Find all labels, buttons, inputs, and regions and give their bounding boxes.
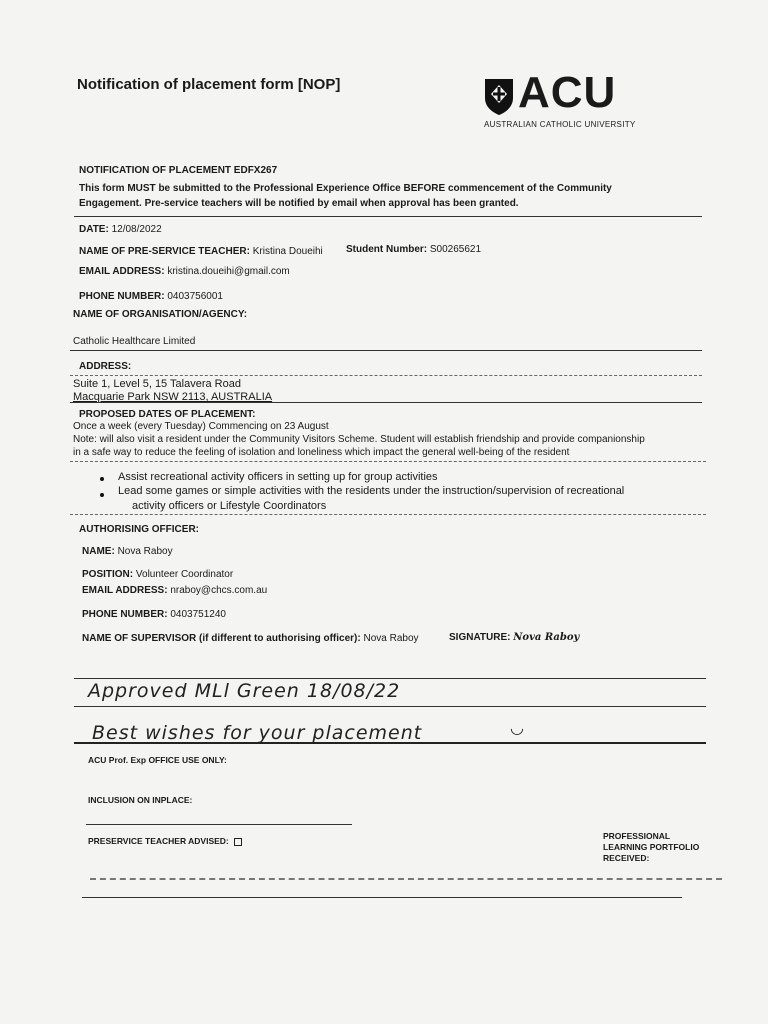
phone-row [79,291,223,302]
org-label: NAME OF ORGANISATION/AGENCY: [73,309,248,320]
acu-logo [484,68,644,134]
address-line-2: Macquarie Park NSW 2113, AUSTRALIA [73,391,273,403]
handwritten-wishes: Best wishes for your placement [92,722,423,744]
position-label: POSITION: [82,569,134,580]
phone-value: 0403756001 [167,291,223,302]
student-number-value: S00265621 [429,244,482,255]
student-number-row [346,244,481,255]
intro-line-2: Engagement. Pre-service teachers will be notified by email when approval has been granted. [79,198,519,209]
auth-name-value: Nova Raboy [117,546,173,557]
logo-text: ACU [518,68,617,117]
auth-email-row [82,585,267,596]
dates-line-2: Note: will also visit a resident under the Community Visitors Scheme. Student will establish friendship and provide companionship [73,434,645,445]
auth-phone-value: 0403751240 [170,609,226,620]
student-number-label: Student Number: [346,244,428,255]
position-row [82,569,233,580]
date-row [79,224,162,235]
dates-line-3: in a safe way to reduce the feeling of isolation and loneliness which impact the general well-being of the resident [73,447,570,458]
portfolio-block [603,831,699,864]
shield-cross-icon [484,78,514,116]
bullet-dot [100,493,104,497]
teacher-label: NAME OF PRE-SERVICE TEACHER: [79,246,250,257]
address-label: ADDRESS: [79,361,132,372]
dates-line-1: Once a week (every Tuesday) Commencing on 23 August [73,421,329,432]
dates-label: PROPOSED DATES OF PLACEMENT: [79,409,256,420]
date-value: 12/08/2022 [111,224,162,235]
auth-name-row [82,546,173,557]
auth-phone-row [82,609,226,620]
auth-email-label: EMAIL ADDRESS: [82,585,168,596]
auth-name-label: NAME: [82,546,115,557]
email-value: kristina.doueihi@gmail.com [167,266,290,277]
advised-label: PRESERVICE TEACHER ADVISED: [88,836,229,846]
signature-label: SIGNATURE: [449,632,511,643]
inclusion-label: INCLUSION ON INPLACE: [88,795,193,805]
supervisor-row [82,633,419,644]
bullet-item-1: Assist recreational activity officers in setting up for group activities [118,471,438,483]
teacher-row [79,246,323,257]
phone-label: PHONE NUMBER: [79,291,165,302]
page-title: Notification of placement form [NOP] [77,76,341,93]
bullet-item-2-line-1: Lead some games or simple activities with the residents under the instruction/supervision of recreational [118,485,625,497]
bullet-item-2-line-2: activity officers or Lifestyle Coordinators [132,500,327,512]
signature-value: Nova Raboy [513,632,580,643]
form-heading: NOTIFICATION OF PLACEMENT EDFX267 [79,165,278,176]
logo-subtitle: AUSTRALIAN CATHOLIC UNIVERSITY [484,120,636,129]
signature-row [449,632,579,643]
date-label: DATE: [79,224,109,235]
bullet-dot [100,477,104,481]
intro-line-1: This form MUST be submitted to the Professional Experience Office BEFORE commencement of the Community [79,183,612,194]
auth-label: AUTHORISING OFFICER: [79,524,199,535]
auth-email-value: nraboy@chcs.com.au [170,585,268,596]
auth-phone-label: PHONE NUMBER: [82,609,168,620]
advised-checkbox[interactable] [234,838,242,846]
advised-row [88,836,242,846]
portfolio-line-3: RECEIVED: [603,853,650,863]
office-heading: ACU Prof. Exp OFFICE USE ONLY: [88,755,227,765]
supervisor-label: NAME OF SUPERVISOR (if different to authorising officer): [82,633,361,644]
email-row [79,266,290,277]
supervisor-value: Nova Raboy [363,633,419,644]
teacher-value: Kristina Doueihi [252,246,323,257]
email-label: EMAIL ADDRESS: [79,266,165,277]
portfolio-line-1: PROFESSIONAL [603,831,671,841]
address-line-1: Suite 1, Level 5, 15 Talavera Road [73,378,241,390]
org-value: Catholic Healthcare Limited [73,336,196,347]
smiley-icon: ◡ [510,720,524,737]
position-value: Volunteer Coordinator [135,569,234,580]
handwritten-approval: Approved MLl Green 18/08/22 [88,680,401,702]
portfolio-line-2: LEARNING PORTFOLIO [603,842,700,852]
